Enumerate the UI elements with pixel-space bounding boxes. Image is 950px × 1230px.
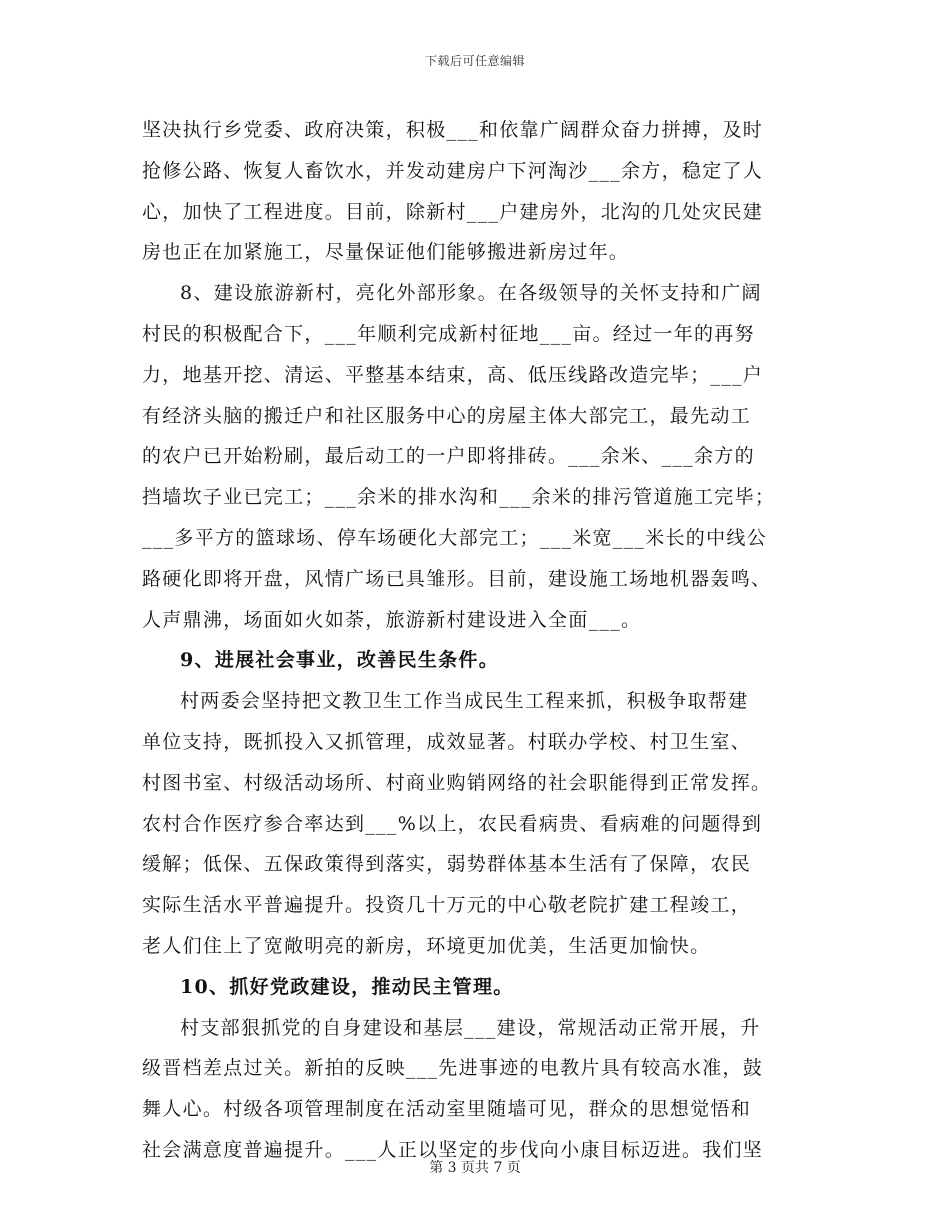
document-body <box>142 110 812 1171</box>
paragraph-line: 心，加快了工程进度。目前，除新村___户建房外，北沟的几处灾民建 <box>142 200 764 223</box>
paragraph-line: 力，地基开挖、清运、平整基本结束，高、低压线路改造完毕；___户 <box>142 363 764 386</box>
paragraph-line: 路硬化即将开盘，风情广场已具雏形。目前，建设施工场地机器轰鸣、 <box>142 567 772 590</box>
paragraph-line: 村民的积极配合下，___年顺利完成新村征地___亩。经过一年的再努 <box>142 322 755 345</box>
paragraph-line: 的农户已开始粉刷，最后动工的一户即将排砖。___余米、___余方的 <box>142 445 755 468</box>
section-heading: 9、进展社会事业，改善民生条件。 <box>180 649 500 672</box>
paragraph-line: 级晋档差点过关。新拍的反映___先进事迹的电教片具有较高水准，鼓 <box>142 1057 764 1080</box>
paragraph-line: 房也正在加紧施工，尽量保证他们能够搬进新房过年。 <box>142 241 630 264</box>
paragraph-line: 8、建设旅游新村，亮化外部形象。在各级领导的关怀支持和广阔 <box>180 282 762 305</box>
page-number: 第 3 页共 7 页 <box>429 1160 521 1176</box>
paragraph-line: 农村合作医疗参合率达到___%以上，农民看病贵、看病难的问题得到 <box>142 812 763 835</box>
paragraph-line: 人声鼎沸，场面如火如荼，旅游新村建设进入全面___。 <box>142 608 642 631</box>
paragraph-line: 抢修公路、恢复人畜饮水，并发动建房户下河淘沙___余方，稳定了人 <box>142 159 764 182</box>
paragraph-line: 单位支持，既抓投入又抓管理，成效显著。村联办学校、村卫生室、 <box>142 730 752 753</box>
paragraph-line: 坚决执行乡党委、政府决策，积极___和依靠广阔群众奋力拼搏，及时 <box>142 119 764 141</box>
page-header: 下载后可任意编辑 <box>424 54 525 68</box>
paragraph-line: ___多平方的篮球场、停车场硬化大部完工；___米宽___米长的中线公 <box>142 526 768 549</box>
paragraph-line: 社会满意度普遍提升。___人正以坚定的步伐向小康目标迈进。我们坚 <box>142 1138 764 1161</box>
paragraph-line: 村图书室、村级活动场所、村商业购销网络的社会职能得到正常发挥。 <box>142 771 772 794</box>
paragraph-line: 挡墙坎子业已完工；___余米的排水沟和___余米的排污管道施工完毕； <box>142 486 776 509</box>
section-heading: 10、抓好党政建设，推动民主管理。 <box>180 975 514 998</box>
paragraph-line: 村支部狠抓党的自身建设和基层___建设，常规活动正常开展，升 <box>180 1016 761 1039</box>
paragraph-line: 村两委会坚持把文教卫生工作当成民生工程来抓，积极争取帮建 <box>180 690 749 713</box>
paragraph-line: 实际生活水平普遍提升。投资几十万元的中心敬老院扩建工程竣工， <box>142 894 752 917</box>
paragraph-line: 舞人心。村级各项管理制度在活动室里随墙可见，群众的思想觉悟和 <box>142 1098 752 1121</box>
paragraph-line: 老人们住上了宽敞明亮的新房，环境更加优美，生活更加愉快。 <box>142 934 711 957</box>
paragraph-line: 缓解；低保、五保政策得到落实，弱势群体基本生活有了保障，农民 <box>142 853 752 876</box>
paragraph-line: 有经济头脑的搬迁户和社区服务中心的房屋主体大部完工，最先动工 <box>142 404 752 427</box>
